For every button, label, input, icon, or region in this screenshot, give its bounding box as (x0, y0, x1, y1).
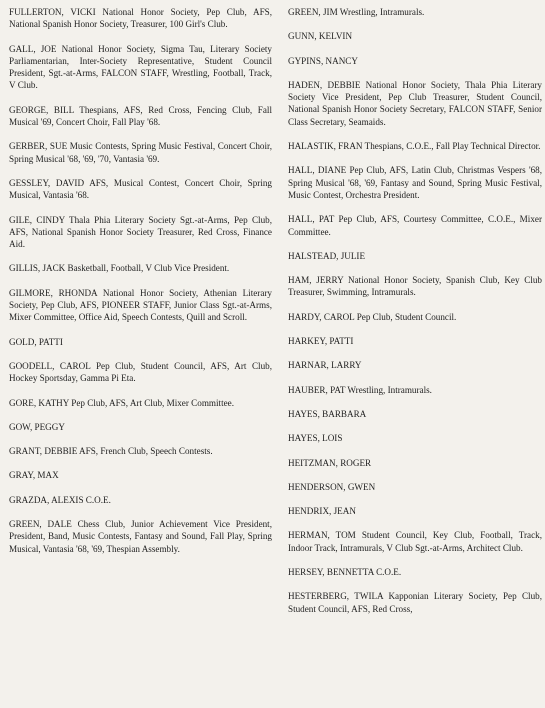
entry: GERBER, SUE Music Contests, Spring Music Festival, Concert Choir, Spring Musical '68, '69, '70, Vantasia '69. (9, 141, 272, 164)
entry: HADEN, DEBBIE National Honor Society, Thala Phia Literary Society Vice President, Pep Club Treasurer, Student Council, National Spanish Honor Society Secretary, FALCON STAFF, Senior Class Secretary, Seamaids. (288, 79, 542, 127)
entry: FULLERTON, VICKI National Honor Society, Pep Club, AFS, National Spanish Honor Society, Treasurer, 100 Girl's Club. (9, 7, 272, 30)
entry: GUNN, KELVIN (288, 31, 353, 42)
entry: GYPINS, NANCY (288, 55, 358, 66)
entry: GORE, KATHY Pep Club, AFS, Art Club, Mixer Committee. (9, 397, 235, 408)
entry: HAUBER, PAT Wrestling, Intramurals. (288, 384, 432, 395)
entry: GRAZDA, ALEXIS C.O.E. (9, 494, 111, 505)
entry: HALSTEAD, JULIE (288, 250, 366, 261)
entry: GOLD, PATTI (9, 336, 63, 347)
entry: GREEN, DALE Chess Club, Junior Achievement Vice President, President, Band, Music Contests, Fantasy and Sound, Fall Play, Spring Musical, Vantasia '68, '69, Thespian Assembly. (9, 519, 272, 554)
entry: GEORGE, BILL Thespians, AFS, Red Cross, Fencing Club, Fall Musical '69, Concert Choir, Fall Play '68. (9, 104, 272, 128)
entry: GALL, JOE National Honor Society, Sigma Tau, Literary Society Parliamentarian, Inter-Society Representative, Student Council President, Sgt.-at-Arms, FALCON STAFF, Wrestling, Football, Track, V Club. (9, 43, 272, 91)
entry: HESTERBERG, TWILA Kapponian Literary Society, Pep Club, Student Council, AFS, Red Cross, (288, 591, 542, 614)
entry: GILE, CINDY Thala Phia Literary Society Sgt.-at-Arms, Pep Club, AFS, National Spanish Honor Society Treasurer, Red Cross, Finance Aid. (9, 214, 272, 250)
entry: HAM, JERRY National Honor Society, Spanish Club, Key Club Treasurer, Swimming, Intramurals. (288, 275, 542, 298)
entry: GESSLEY, DAVID AFS, Musical Contest, Concert Choir, Spring Musical, Vantasia '68. (9, 177, 272, 201)
entry: GREEN, JIM Wrestling, Intramurals. (288, 7, 425, 17)
entry: HALL, PAT Pep Club, AFS, Courtesy Committee, C.O.E., Mixer Committee. (288, 214, 542, 237)
entry: HERMAN, TOM Student Council, Key Club, Football, Track, Indoor Track, Intramurals, V Club Sgt.-at-Arms, Architect Club. (288, 530, 542, 553)
entry: HENDRIX, JEAN (288, 506, 356, 517)
entry: HALL, DIANE Pep Club, AFS, Latin Club, Christmas Vespers '68, Spring Musical '68, '69, Fantasy and Sound, Spring Music Festival, Music Contest, Orchestra President. (288, 165, 542, 200)
entry: HERSEY, BENNETTA C.O.E. (288, 567, 402, 578)
entry: HAYES, BARBARA (288, 408, 367, 419)
entry: HARDY, CAROL Pep Club, Student Council. (288, 311, 457, 322)
entry: GILMORE, RHONDA National Honor Society, Athenian Literary Society, Pep Club, AFS, PIONEER STAFF, Junior Class Sgt.-at-Arms, Mixer Committee, Office Aid, Speech Contests, Quill and Scroll. (9, 287, 272, 323)
entry: HALASTIK, FRAN Thespians, C.O.E., Fall Play Technical Director. (288, 141, 541, 152)
right-column (288, 6, 542, 615)
entry: HEITZMAN, ROGER (288, 457, 372, 468)
entry: HENDERSON, GWEN (288, 481, 376, 492)
entry: HARKEY, PATTI (288, 336, 354, 347)
entry: GOW, PEGGY (9, 421, 65, 432)
entry: GILLIS, JACK Basketball, Football, V Club Vice President. (9, 263, 230, 274)
left-column (9, 6, 272, 555)
entry: GRANT, DEBBIE AFS, French Club, Speech Contests. (9, 446, 213, 457)
entry: HAYES, LOIS (288, 433, 343, 444)
entry: HARNAR, LARRY (288, 360, 362, 371)
entry: GOODELL, CAROL Pep Club, Student Council, AFS, Art Club, Hockey Sportsday, Gamma Pi Eta. (9, 360, 272, 384)
entry: GRAY, MAX (9, 470, 59, 481)
